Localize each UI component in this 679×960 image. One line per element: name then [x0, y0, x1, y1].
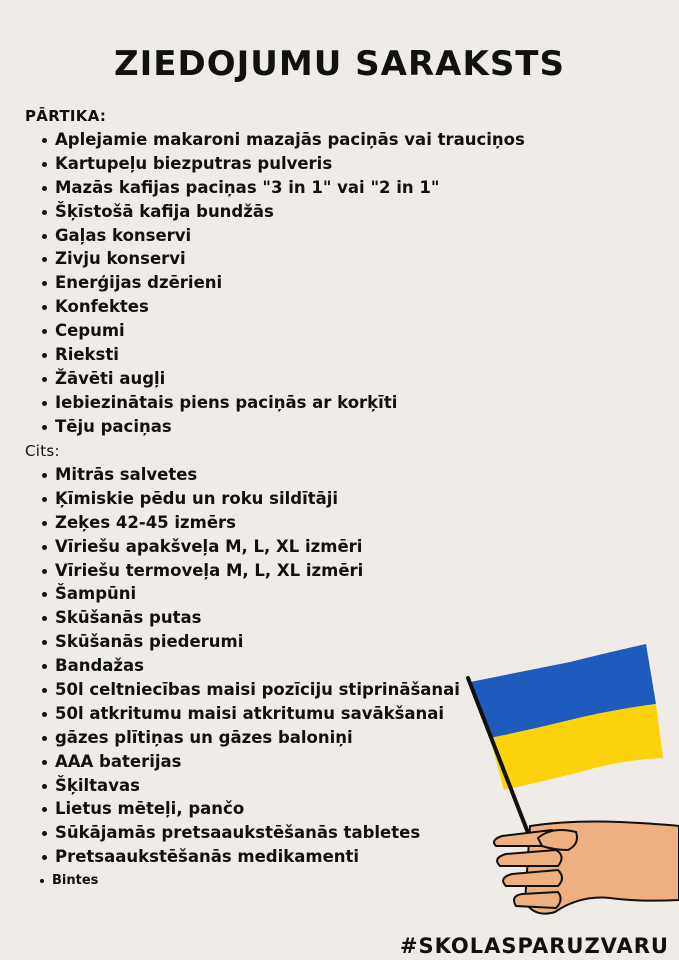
hashtag: #SKOLASPARUZVARU: [399, 934, 669, 958]
page-title: ZIEDOJUMU SARAKSTS: [113, 44, 565, 84]
list-item: Zeķes 42-45 izmērs: [0, 511, 460, 535]
list-item: Gaļas konservi: [0, 224, 525, 248]
food-list: [0, 128, 525, 439]
list-item: Iebiezinātais piens paciņās ar korķīti: [0, 391, 525, 415]
list-item: Bintes: [0, 869, 460, 893]
list-item: Kartupeļu biezputras pulveris: [0, 152, 525, 176]
list-item: Lietus mēteļi, pančo: [0, 797, 460, 821]
list-item: Cepumi: [0, 319, 525, 343]
list-item: Skūšanās putas: [0, 606, 460, 630]
list-item: Mazās kafijas paciņas "3 in 1" vai "2 in 1": [0, 176, 525, 200]
hand-holding-ukraine-flag-icon: [460, 640, 679, 930]
thumb: [538, 830, 577, 850]
finger-2: [497, 850, 561, 866]
list-item: Vīriešu apakšveļa M, L, XL izmēri: [0, 535, 460, 559]
list-item: Enerģijas dzērieni: [0, 271, 525, 295]
list-item: Skūšanās piederumi: [0, 630, 460, 654]
list-item: gāzes plītiņas un gāzes baloniņi: [0, 726, 460, 750]
list-item: Šķīstošā kafija bundžās: [0, 200, 525, 224]
other-list: [0, 463, 460, 893]
list-item: 50l atkritumu maisi atkritumu savākšanai: [0, 702, 460, 726]
list-item: 50l celtniecības maisi pozīciju stiprināšanai: [0, 678, 460, 702]
list-item: Zivju konservi: [0, 247, 525, 271]
list-item: Žāvēti augļi: [0, 367, 525, 391]
section-heading-food: PĀRTIKA:: [25, 107, 107, 125]
finger-4: [514, 892, 561, 908]
list-item: Šampūni: [0, 582, 460, 606]
list-item: Sūkājamās pretsaaukstēšanās tabletes: [0, 821, 460, 845]
list-item: Tēju paciņas: [0, 415, 525, 439]
list-item: Mitrās salvetes: [0, 463, 460, 487]
list-item: Bandažas: [0, 654, 460, 678]
list-item: Konfektes: [0, 295, 525, 319]
list-item: Šķiltavas: [0, 774, 460, 798]
list-item: Vīriešu termoveļa M, L, XL izmēri: [0, 559, 460, 583]
section-heading-other: Cits:: [25, 442, 60, 460]
list-item: AAA baterijas: [0, 750, 460, 774]
list-item: Aplejamie makaroni mazajās paciņās vai trauciņos: [0, 128, 525, 152]
finger-3: [503, 870, 562, 886]
list-item: Ķīmiskie pēdu un roku sildītāji: [0, 487, 460, 511]
list-item: Pretsaaukstēšanās medikamenti: [0, 845, 460, 869]
list-item: Rieksti: [0, 343, 525, 367]
